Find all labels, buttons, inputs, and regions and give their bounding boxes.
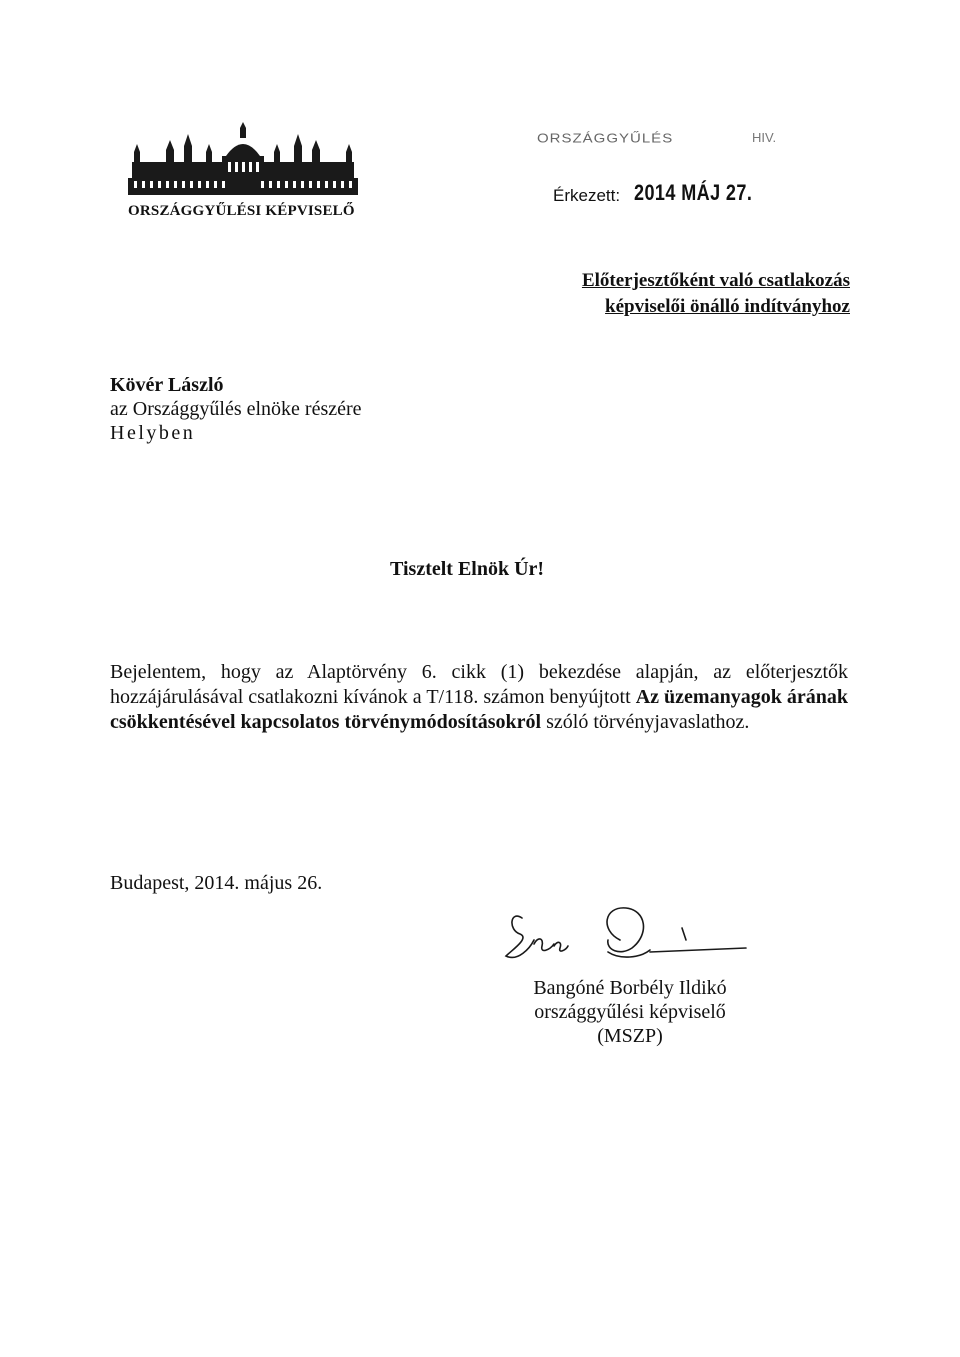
recipient-title: az Országgyűlés elnöke részére (110, 398, 362, 420)
arrived-date: 2014 MÁJ 27. (634, 180, 753, 205)
received-stamp-mark: HIV. (752, 130, 777, 145)
bill-title: Az üzemanyagok árának csökkentésével kapcsolatos törvénymódosításokról (110, 686, 848, 733)
arrived-label: Érkezett: (553, 186, 621, 205)
received-stamp-text: ORSZÁGGYŰLÉS (537, 131, 674, 146)
subject-line-1: Előterjesztőként való csatlakozás (581, 270, 850, 291)
signatory-name: Bangóné Borbély Ildikó (533, 977, 727, 999)
greeting: Tisztelt Elnök Úr! (390, 558, 545, 580)
place-date: Budapest, 2014. május 26. (110, 872, 323, 894)
parliament-building-logo-icon (128, 122, 358, 196)
signatory-party: (MSZP) (597, 1025, 663, 1047)
handwritten-signature-icon (500, 900, 750, 978)
recipient-block (110, 373, 362, 445)
sender-title: ORSZÁGGYŰLÉSI KÉPVISELŐ (128, 203, 355, 219)
body-paragraph (110, 660, 848, 735)
signatory-role: országgyűlési képviselő (534, 1001, 726, 1023)
subject-line-2: képviselői önálló indítványhoz (605, 296, 850, 317)
recipient-location: Helyben (110, 422, 196, 444)
recipient-name: Kövér László (110, 374, 224, 396)
signature-block (480, 976, 780, 1048)
body-text-part-1: Bejelentem, hogy az Alaptörvény 6. cikk (1) bekezdése alapján, az előterjesztők hozzájárulásával csatlakozni kívánok a T/118. számon benyújtott (110, 661, 848, 708)
body-text-part-2: szóló törvényjavaslathoz. (541, 711, 750, 733)
